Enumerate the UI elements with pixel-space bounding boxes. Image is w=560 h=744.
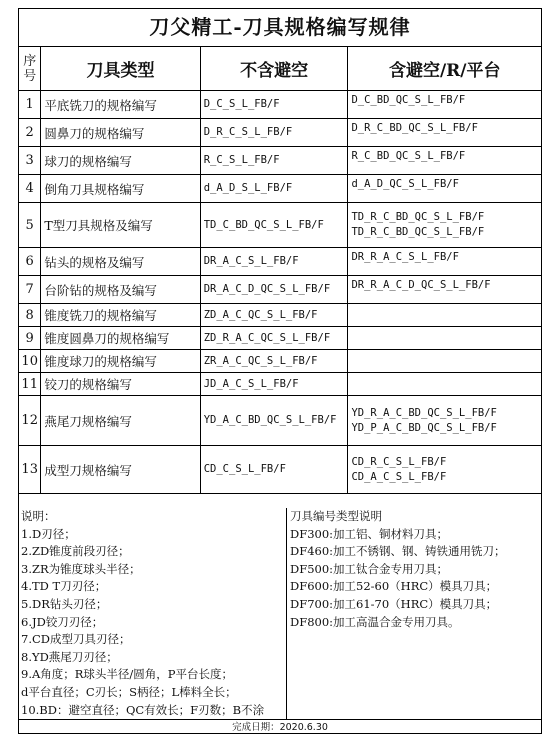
- code-line: YD_A_C_BD_QC_S_L_FB/F: [203, 414, 337, 426]
- tool-type: 燕尾刀规格编写: [41, 396, 200, 446]
- code-relief: [348, 248, 541, 276]
- header-no-relief: 不含避空: [200, 47, 348, 91]
- code-no-relief: [200, 373, 348, 396]
- tool-type: 钻头的规格及编写: [41, 248, 200, 276]
- code-relief: [348, 373, 541, 396]
- row-number: 10: [19, 350, 41, 373]
- tool-type: 锥度球刀的规格编写: [41, 350, 200, 373]
- table-row: [19, 175, 541, 203]
- code-no-relief: [200, 248, 348, 276]
- tool-type: 铰刀的规格编写: [41, 373, 200, 396]
- tool-type: 圆鼻刀的规格编写: [41, 119, 200, 147]
- note-line: 9.A角度；R球头半径/圆角，P平台长度；: [21, 667, 234, 682]
- table-row: [19, 327, 541, 350]
- row-number: 2: [19, 119, 41, 147]
- code-line: d_A_D_S_L_FB/F: [203, 182, 293, 194]
- code-line: d_A_D_QC_S_L_FB/F: [351, 178, 459, 190]
- tool-series-line: DF460:加工不锈钢、钢、铸铁通用铣刀；: [290, 544, 506, 559]
- tool-series-line: DF800:加工高温合金专用刀具。: [290, 614, 460, 629]
- note-line: 2.ZD锥度前段刃径；: [21, 544, 130, 559]
- code-relief: [348, 147, 541, 175]
- table-row: [19, 248, 541, 276]
- code-line: TD_C_BD_QC_S_L_FB/F: [203, 218, 324, 231]
- note-line: 1.D刃径；: [21, 526, 76, 541]
- header-type: 刀具类型: [41, 47, 200, 91]
- sheet-title: 刀父精工-刀具规格编写规律: [19, 9, 541, 47]
- code-line: TD_R_C_BD_QC_S_L_FB/F: [351, 226, 485, 238]
- tool-series-line: DF700:加工61-70（HRC）模具刀具；: [290, 596, 498, 611]
- row-number: 13: [19, 446, 41, 494]
- note-line: 6.JD铰刀刃径；: [21, 614, 104, 629]
- tool-series-line: DF300:加工铝、铜材料刀具；: [290, 526, 449, 541]
- note-line: 4.TD T刀刃径；: [21, 579, 107, 594]
- code-relief: [348, 327, 541, 350]
- code-relief: [348, 175, 541, 203]
- code-line: CD_R_C_S_L_FB/F: [351, 455, 447, 468]
- tool-type: 锥度圆鼻刀的规格编写: [41, 327, 200, 350]
- code-no-relief: [200, 446, 348, 494]
- row-number: 12: [19, 396, 41, 446]
- note-line: 7.CD成型刀具刃径；: [21, 632, 131, 647]
- table-row: [19, 304, 541, 327]
- row-number: 3: [19, 147, 41, 175]
- code-relief: [348, 304, 541, 327]
- notes-left: [21, 508, 283, 719]
- code-line: CD_C_S_L_FB/F: [203, 463, 286, 475]
- table-row: [19, 203, 541, 248]
- header-relief: 含避空/R/平台: [348, 47, 541, 91]
- code-line: CD_A_C_S_L_FB/F: [351, 470, 447, 483]
- code-line: ZR_A_C_QC_S_L_FB/F: [203, 354, 318, 367]
- row-number: 5: [19, 203, 41, 248]
- code-no-relief: [200, 276, 348, 304]
- code-line: ZD_A_C_QC_S_L_FB/F: [203, 308, 318, 321]
- row-number: 8: [19, 304, 41, 327]
- note-line: 5.DR钻头刃径；: [21, 596, 108, 611]
- note-line: d平台直径；C刃长；S柄径；L棒料全长；: [21, 684, 237, 699]
- code-relief: [348, 203, 541, 248]
- row-number: 7: [19, 276, 41, 304]
- code-line: DR_A_C_S_L_FB/F: [203, 255, 299, 267]
- header-seq: 序号: [19, 47, 41, 91]
- code-no-relief: [200, 91, 348, 119]
- tool-type: 球刀的规格编写: [41, 147, 200, 175]
- row-number: 11: [19, 373, 41, 396]
- code-line: DR_R_A_C_D_QC_S_L_FB/F: [351, 279, 491, 291]
- table-row: [19, 147, 541, 175]
- code-no-relief: [200, 119, 348, 147]
- table-row: [19, 276, 541, 304]
- code-line: R_C_S_L_FB/F: [203, 154, 280, 166]
- tool-type: 倒角刀具规格编写: [41, 175, 200, 203]
- notes-right: [286, 508, 545, 719]
- table-row: [19, 373, 541, 396]
- code-line: ZD_R_A_C_QC_S_L_FB/F: [203, 331, 331, 344]
- code-line: R_C_BD_QC_S_L_FB/F: [351, 150, 466, 162]
- tool-type: 成型刀规格编写: [41, 446, 200, 494]
- code-line: JD_A_C_S_L_FB/F: [203, 377, 299, 390]
- code-no-relief: [200, 396, 348, 446]
- header-row: [19, 47, 541, 91]
- tool-series-line: 刀具编号类型说明: [290, 509, 382, 523]
- code-relief: [348, 396, 541, 446]
- note-line: 3.ZR为锥度球头半径；: [21, 561, 141, 576]
- code-line: YD_R_A_C_BD_QC_S_L_FB/F: [351, 406, 497, 419]
- code-line: YD_P_A_C_BD_QC_S_L_FB/F: [351, 421, 497, 434]
- table-row: [19, 396, 541, 446]
- table-row: [19, 91, 541, 119]
- tool-type: 台阶钻的规格及编写: [41, 276, 200, 304]
- code-no-relief: [200, 147, 348, 175]
- code-no-relief: [200, 175, 348, 203]
- code-no-relief: [200, 327, 348, 350]
- row-number: 1: [19, 91, 41, 119]
- code-line: TD_R_C_BD_QC_S_L_FB/F: [351, 211, 485, 223]
- code-relief: [348, 446, 541, 494]
- completion-date: 完成日期：2020.6.30: [19, 719, 541, 735]
- tool-type: 平底铣刀的规格编写: [41, 91, 200, 119]
- tool-series-line: DF600:加工52-60（HRC）模具刀具；: [290, 579, 498, 594]
- tool-series-line: DF500:加工钛合金专用刀具；: [290, 561, 449, 576]
- tool-type: T型刀具规格及编写: [41, 203, 200, 248]
- row-number: 6: [19, 248, 41, 276]
- code-line: D_R_C_BD_QC_S_L_FB/F: [351, 122, 478, 134]
- code-no-relief: [200, 203, 348, 248]
- notes-section: [19, 508, 541, 719]
- code-line: D_C_BD_QC_S_L_FB/F: [351, 94, 466, 106]
- note-line: 8.YD燕尾刀刃径；: [21, 649, 118, 664]
- row-number: 9: [19, 327, 41, 350]
- note-line: 10.BD：避空直径；QC有效长；F刃数；B不涂: [21, 702, 265, 717]
- code-relief: [348, 91, 541, 119]
- code-line: DR_A_C_D_QC_S_L_FB/F: [203, 283, 331, 295]
- code-relief: [348, 119, 541, 147]
- row-number: 4: [19, 175, 41, 203]
- code-no-relief: [200, 350, 348, 373]
- code-line: DR_R_A_C_S_L_FB/F: [351, 251, 459, 263]
- note-line: 说明：: [21, 509, 56, 523]
- code-line: D_C_S_L_FB/F: [203, 98, 280, 110]
- code-relief: [348, 276, 541, 304]
- code-line: D_R_C_S_L_FB/F: [203, 126, 293, 138]
- tool-type: 锥度铣刀的规格编写: [41, 304, 200, 327]
- code-relief: [348, 350, 541, 373]
- table-row: [19, 446, 541, 494]
- spec-table: [19, 46, 541, 494]
- table-row: [19, 119, 541, 147]
- code-no-relief: [200, 304, 348, 327]
- table-row: [19, 350, 541, 373]
- spec-sheet: [18, 8, 542, 734]
